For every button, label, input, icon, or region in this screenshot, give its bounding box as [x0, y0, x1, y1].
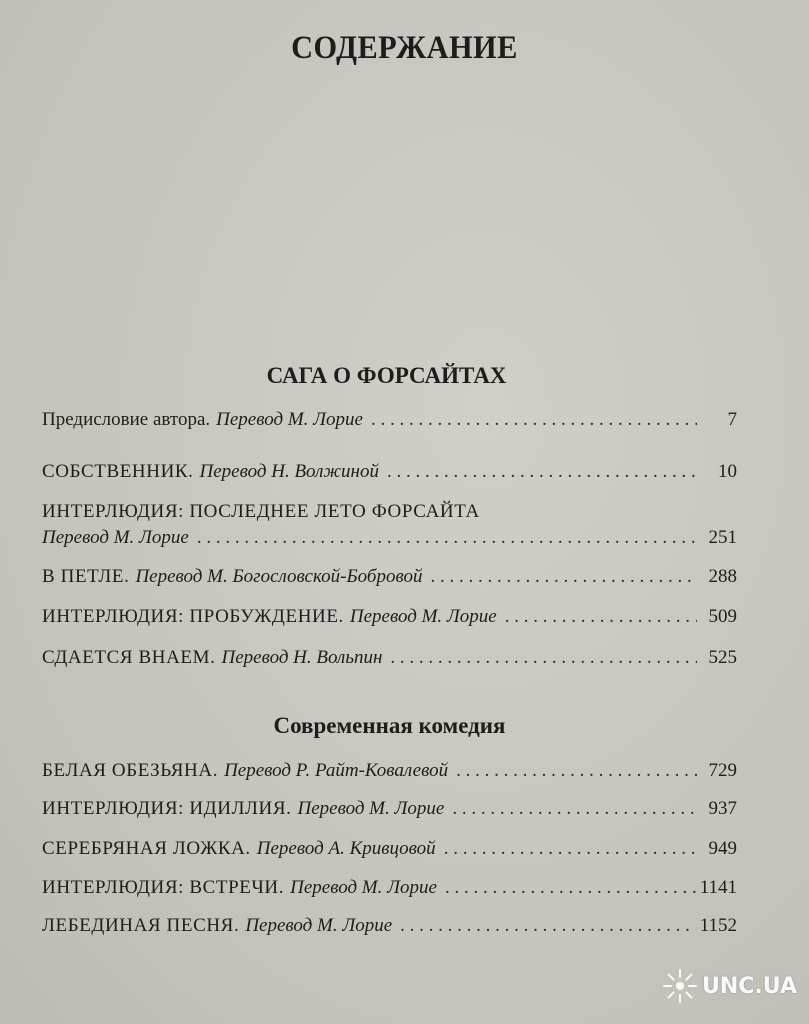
- toc-entry-swan-song: [42, 914, 737, 938]
- leader-dots: [452, 797, 697, 821]
- entry-title: ИНТЕРЛЮДИЯ: ИДИЛЛИЯ.: [42, 798, 292, 819]
- toc-entry-v-petle: [42, 565, 737, 589]
- leader-dots: [197, 526, 697, 550]
- leader-dots: [505, 605, 697, 629]
- entry-title: Предисловие автора.: [42, 409, 211, 430]
- entry-translator: Перевод Н. Вольпин: [221, 647, 383, 668]
- entry-page-number: 10: [718, 461, 737, 482]
- entry-translator: Перевод М. Лорие: [245, 915, 393, 936]
- entry-page-number: 509: [708, 606, 737, 627]
- leader-dots: [445, 876, 696, 900]
- entry-translator: Перевод М. Лорие: [297, 798, 445, 819]
- leader-dots: [400, 914, 696, 938]
- toc-entry-interlude-meetings: [42, 876, 737, 900]
- entry-translator: Перевод Н. Волжиной: [199, 461, 379, 482]
- entry-page-number: 288: [708, 566, 737, 587]
- leader-dots: [390, 646, 697, 670]
- entry-title: ИНТЕРЛЮДИЯ: ВСТРЕЧИ.: [42, 877, 285, 898]
- entry-title: СДАЕТСЯ ВНАЕМ.: [42, 647, 216, 668]
- leader-dots: [430, 565, 697, 589]
- entry-translator: Перевод А. Кривцовой: [256, 838, 436, 859]
- entry-translator: Перевод М. Богословской-Бобровой: [135, 566, 423, 587]
- leader-dots: [456, 759, 697, 783]
- entry-translator: Перевод Р. Райт-Ковалевой: [224, 760, 449, 781]
- entry-translator: Перевод М. Лорие: [349, 606, 497, 627]
- entry-page-number: 1141: [699, 877, 737, 898]
- toc-entry-white-monkey: [42, 759, 737, 783]
- entry-title: ИНТЕРЛЮДИЯ: ПРОБУЖДЕНИЕ.: [42, 606, 344, 627]
- entry-title: БЕЛАЯ ОБЕЗЬЯНА.: [42, 760, 219, 781]
- watermark: [662, 968, 797, 1004]
- toc-entry-to-let: [42, 646, 737, 670]
- entry-page-number: 1152: [699, 915, 737, 936]
- entry-title: ИНТЕРЛЮДИЯ: ПОСЛЕДНЕЕ ЛЕТО ФОРСАЙТА: [42, 501, 480, 522]
- entry-page-number: 729: [708, 760, 737, 781]
- entry-translator: Перевод М. Лорие: [42, 527, 189, 548]
- entry-translator: Перевод М. Лорие: [290, 877, 437, 898]
- leader-dots: [387, 460, 697, 484]
- toc-entry-sobstvennik: [42, 460, 737, 484]
- entry-title: СОБСТВЕННИК.: [42, 461, 194, 482]
- entry-page-number: 525: [708, 647, 737, 668]
- toc-entry-interlude-idyll: [42, 797, 737, 821]
- entry-title: ЛЕБЕДИНАЯ ПЕСНЯ.: [42, 915, 240, 936]
- entry-translator: Перевод М. Лорие: [216, 409, 363, 430]
- entry-page-number: 937: [708, 798, 737, 819]
- section-title-saga: САГА О ФОРСАЙТАХ: [266, 363, 507, 388]
- watermark-text: UNC.UA: [702, 973, 797, 999]
- toc-entry-preface: [42, 408, 737, 432]
- entry-title: В ПЕТЛЕ.: [42, 566, 130, 587]
- toc-entry-interlude-awakening: [42, 605, 737, 629]
- section-title-modern-comedy: Современная комедия: [273, 713, 506, 738]
- entry-title: СЕРЕБРЯНАЯ ЛОЖКА.: [42, 838, 251, 859]
- sunburst-logo-icon: [662, 968, 698, 1004]
- entry-page-number: 949: [708, 838, 737, 859]
- entry-page-number: 251: [708, 527, 737, 548]
- entry-page-number: 7: [727, 409, 737, 430]
- leader-dots: [444, 837, 697, 861]
- toc-entry-interlude-last-summer: [42, 500, 737, 550]
- toc-entry-silver-spoon: [42, 837, 737, 861]
- page-title: СОДЕРЖАНИЕ: [291, 30, 518, 66]
- leader-dots: [371, 408, 697, 432]
